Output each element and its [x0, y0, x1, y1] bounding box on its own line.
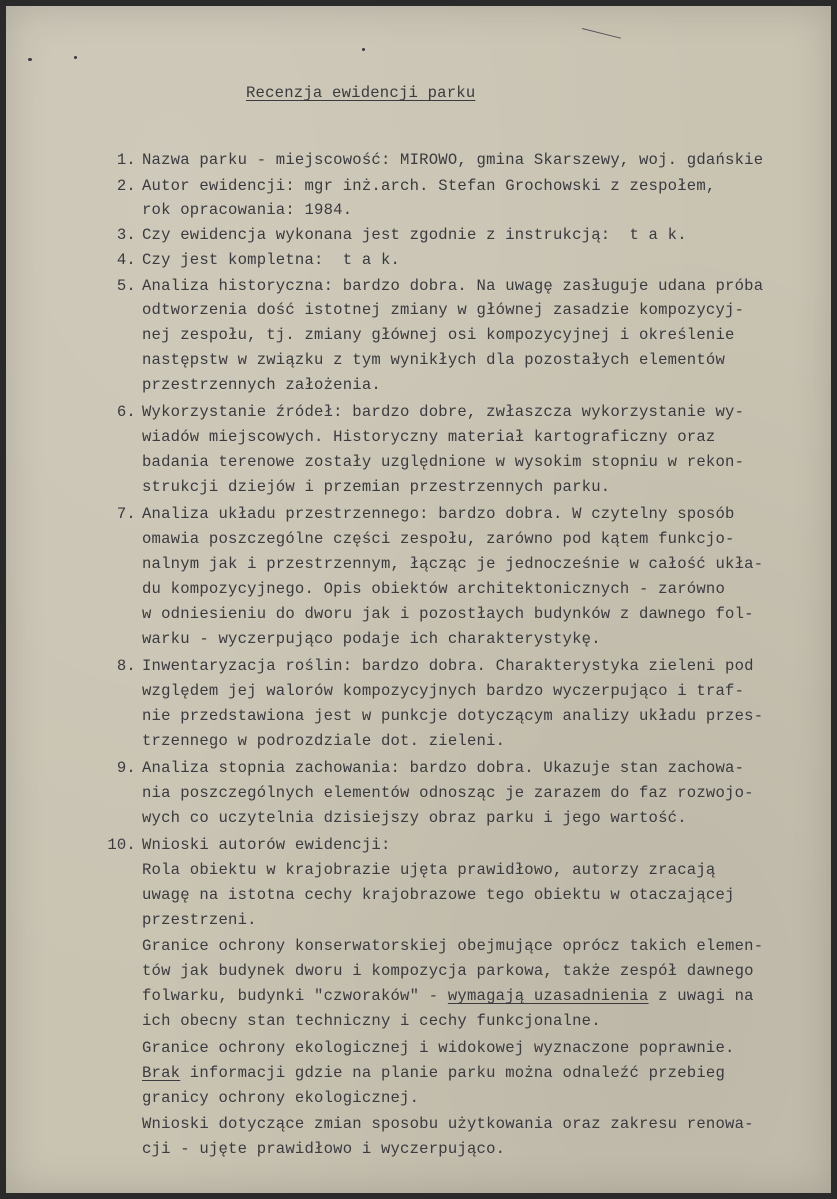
item-text: Wykorzystanie źródeł: bardzo dobre, zwłaszcza wykorzystanie wy- [142, 403, 745, 421]
item-text: cji - ujęte prawidłowo i wyczerpująco. [142, 1140, 506, 1158]
ink-speck [362, 48, 365, 51]
list-item-continuation [6, 729, 506, 753]
item-number: 7. [116, 505, 136, 523]
list-item-continuation [6, 959, 754, 983]
ink-speck [74, 56, 77, 59]
document-page [6, 6, 831, 1193]
item-text: warku - wyczerpująco podaje ich charakterystykę. [142, 630, 601, 648]
item-number: 8. [116, 657, 136, 675]
list-item-continuation [6, 627, 601, 651]
list-item-continuation [6, 806, 687, 830]
underlined-phrase: wymagają uzasadnienia [447, 987, 649, 1005]
list-item-continuation [6, 198, 353, 222]
list-item-continuation [6, 1137, 506, 1161]
list-item-continuation [6, 298, 745, 322]
item-text: wiadów miejscowych. Historyczny materiał kartograficzny oraz [142, 428, 716, 446]
item-text: granicy ochrony ekologicznej. [142, 1089, 420, 1107]
list-item [6, 400, 745, 424]
list-item [6, 502, 735, 526]
item-text: Inwentaryzacja roślin: bardzo dobra. Charakterystyka zieleni pod [142, 657, 754, 675]
item-text: uwagę na istotna cechy krajobrazowe tego obiektu w otaczającej [142, 886, 735, 904]
list-item-continuation [6, 858, 716, 882]
list-item-continuation [6, 348, 726, 372]
list-item-continuation [6, 552, 764, 576]
item-text: rok opracowania: 1984. [142, 201, 353, 219]
item-text: przestrzeni. [142, 911, 257, 929]
item-text: odtworzenia dość istotnej zmiany w głównej zasadzie kompozycyj- [142, 301, 745, 319]
list-item-continuation [6, 450, 745, 474]
list-item-continuation [6, 602, 754, 626]
list-item [6, 148, 764, 172]
list-item [6, 223, 687, 247]
list-item [6, 833, 391, 857]
ink-speck [28, 58, 32, 61]
list-item-continuation [6, 425, 716, 449]
paper-scratch [582, 28, 621, 39]
list-item-continuation [6, 984, 754, 1008]
item-text: tów jak budynek dworu i kompozycja parkowa, także zespół dawnego [142, 962, 754, 980]
item-text: ich obecny stan techniczny i cechy funkcjonalne. [142, 1012, 601, 1030]
item-number: 2. [116, 177, 136, 195]
item-text: informacji gdzie na planie parku można odnaleźć przebieg [180, 1064, 726, 1082]
list-item-continuation [6, 883, 735, 907]
list-item-continuation [6, 323, 735, 347]
item-text: następstw w związku z tym wynikłych dla pozostałych elementów [142, 351, 726, 369]
item-text: względem jej walorów kompozycyjnych bardzo wyczerpująco i traf- [142, 682, 745, 700]
item-text: nie przedstawiona jest w punkcje dotyczącym analizy układu przes- [142, 707, 764, 725]
item-text: Analiza historyczna: bardzo dobra. Na uwagę zasługuje udana próba [142, 277, 764, 295]
list-item [6, 654, 754, 678]
list-item-continuation [6, 527, 735, 551]
item-text: du kompozycyjnego. Opis obiektów architektonicznych - zarówno [142, 580, 726, 598]
item-number: 3. [116, 226, 136, 244]
item-text: przestrzennych założenia. [142, 376, 381, 394]
list-item [6, 756, 745, 780]
item-text: z uwagi na [648, 987, 754, 1005]
item-text: nalnym jak i przestrzennym, łącząc je jednocześnie w całość ukła- [142, 555, 764, 573]
item-number: 9. [116, 759, 136, 777]
list-item [6, 274, 764, 298]
item-text: Wnioski dotyczące zmian sposobu użytkowania oraz zakresu renowa- [142, 1115, 754, 1133]
page-title: Recenzja ewidencji parku [246, 84, 476, 102]
underlined-word: Brak [142, 1064, 181, 1082]
list-item-continuation [6, 577, 726, 601]
item-text: omawia poszczególne części zespołu, zarówno pod kątem funkcjo- [142, 530, 735, 548]
item-text: folwarku, budynki "czworaków" - [142, 987, 448, 1005]
item-text: nej zespołu, tj. zmiany głównej osi kompozycyjnej i określenie [142, 326, 735, 344]
item-text: Analiza stopnia zachowania: bardzo dobra. Ukazuje stan zachowa- [142, 759, 745, 777]
list-item-continuation [6, 1009, 601, 1033]
item-text: Rola obiektu w krajobrazie ujęta prawidłowo, autorzy zracają [142, 861, 716, 879]
list-item-continuation [6, 679, 745, 703]
item-text: Czy ewidencja wykonana jest zgodnie z instrukcją: t a k. [142, 226, 687, 244]
list-item-continuation [6, 475, 611, 499]
list-item [6, 248, 401, 272]
list-item-continuation [6, 908, 257, 932]
item-number: 10. [107, 836, 136, 854]
item-text: badania terenowe zostały uzględnione w wysokim stopniu w rekon- [142, 453, 745, 471]
item-number: 1. [116, 151, 136, 169]
item-text: strukcji dziejów i przemian przestrzennych parku. [142, 478, 611, 496]
item-text: Wnioski autorów ewidencji: [142, 836, 391, 854]
list-item-continuation [6, 704, 764, 728]
item-text: Autor ewidencji: mgr inż.arch. Stefan Grochowski z zespołem, [142, 177, 716, 195]
item-text: trzennego w podrozdziale dot. zieleni. [142, 732, 506, 750]
item-number: 4. [116, 251, 136, 269]
list-item-continuation [6, 781, 754, 805]
item-text: Analiza układu przestrzennego: bardzo dobra. W czytelny sposób [142, 505, 735, 523]
item-text: wych co uczytelnia dzisiejszy obraz parku i jego wartość. [142, 809, 687, 827]
list-item-continuation [6, 1112, 754, 1136]
list-item-continuation [6, 373, 381, 397]
item-text: Granice ochrony konserwatorskiej obejmujące oprócz takich elemen- [142, 937, 764, 955]
item-text: Nazwa parku - miejscowość: MIROWO, gmina Skarszewy, woj. gdańskie [142, 151, 764, 169]
item-text: Czy jest kompletna: t a k. [142, 251, 401, 269]
item-text: Granice ochrony ekologicznej i widokowej wyznaczone poprawnie. [142, 1039, 735, 1057]
list-item-continuation [6, 934, 764, 958]
list-item-continuation [6, 1036, 735, 1060]
list-item-continuation [6, 1061, 726, 1085]
list-item-continuation [6, 1086, 420, 1110]
item-number: 5. [116, 277, 136, 295]
item-text: nia poszczególnych elementów odnosząc je zarazem do faz rozwojo- [142, 784, 754, 802]
item-number: 6. [116, 403, 136, 421]
list-item [6, 174, 716, 198]
item-text: w odniesieniu do dworu jak i pozostłaych budynków z dawnego fol- [142, 605, 754, 623]
